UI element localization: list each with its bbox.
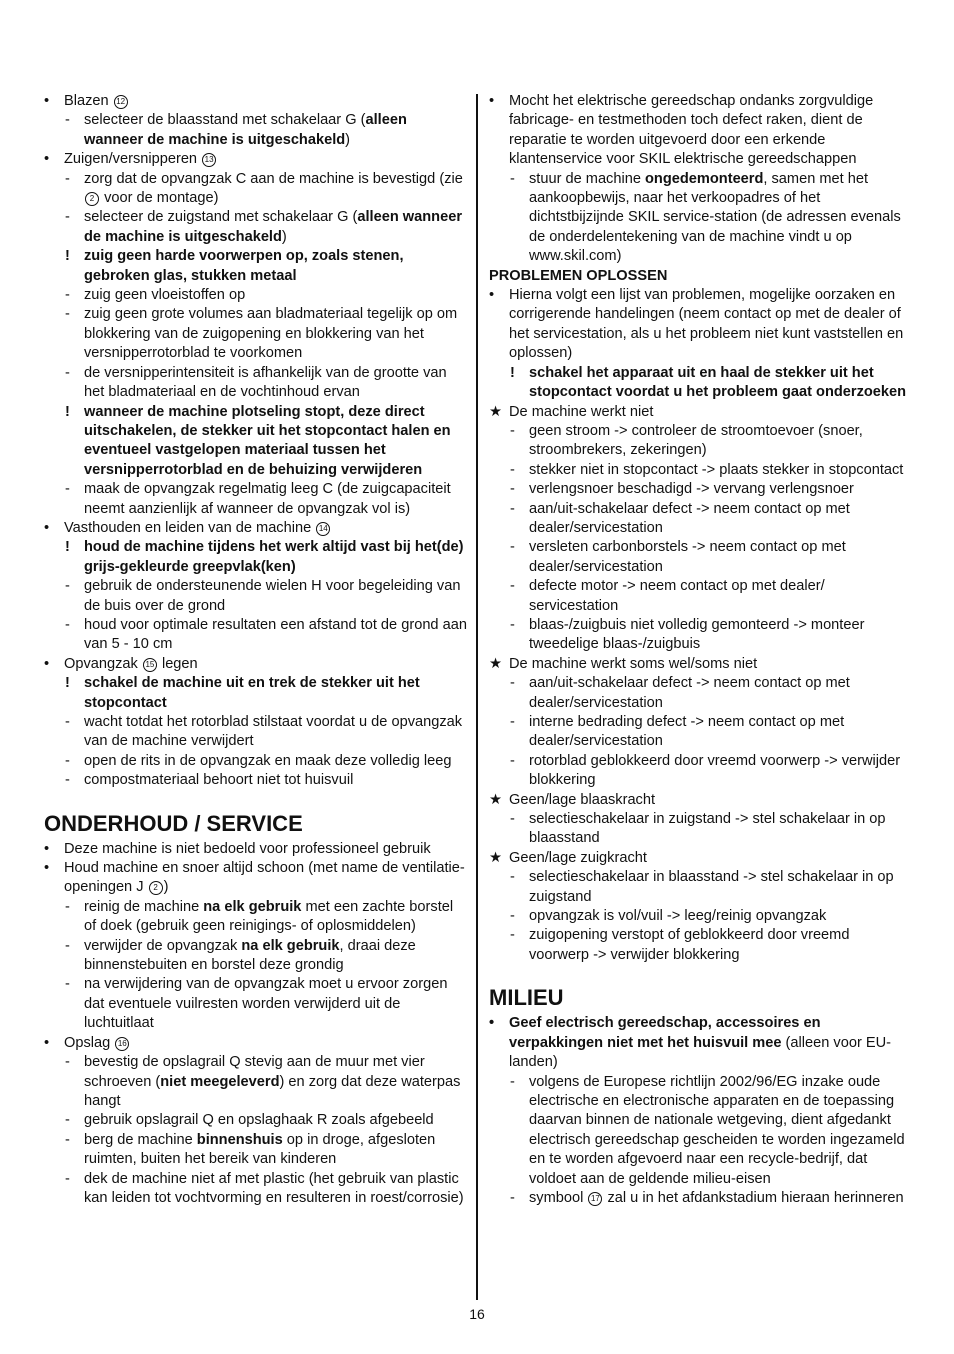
warning-item [44, 674, 468, 713]
warning-item [489, 364, 913, 403]
item-text: Houd machine en snoer altijd schoon (met name de ventilatie-openingen J [64, 860, 465, 896]
list-item [489, 1014, 913, 1072]
page-number: 16 [469, 1306, 485, 1322]
dash-marker: - [65, 976, 70, 993]
figure-reference: 16 [115, 1037, 129, 1051]
problem-solutions-list [489, 810, 913, 849]
dash-marker: - [510, 869, 515, 886]
item-text: , draai deze binnenstebuiten en borstel deze grondig [84, 937, 416, 974]
bullet-marker: • [44, 860, 50, 877]
dash-marker: - [65, 170, 70, 187]
item-text: wacht totdat het rotorblad stilstaat voordat u de opvangzak van de machine verwijdert [84, 714, 463, 750]
list-subitem [44, 937, 468, 976]
dash-marker: - [65, 306, 70, 323]
warning-marker: ! [510, 364, 515, 381]
item-text-bold: alleen wanneer de machine is uitgeschakeld [84, 112, 407, 148]
dash-marker: - [65, 898, 70, 915]
item-text-bold: niet meegeleverd [160, 1073, 280, 1090]
dash-marker: - [510, 675, 515, 692]
right-column [489, 92, 913, 1208]
list-subitem [44, 713, 468, 752]
dash-marker: - [65, 752, 70, 769]
dash-marker: - [510, 927, 515, 944]
dash-marker: - [65, 112, 70, 129]
solution-text: aan/uit-schakelaar defect -> neem contact op met dealer/servicestation [529, 500, 850, 536]
warning-marker: ! [65, 403, 70, 420]
problem-title [489, 849, 913, 868]
warning-text: schakel het apparaat uit en haal de stekker uit het stopcontact voordat u het probleem gaat onderzoeken [529, 364, 907, 401]
list-item-vasthouden [44, 519, 468, 538]
dash-marker: - [510, 481, 515, 498]
dash-marker: - [510, 1189, 515, 1206]
list-subitem [44, 577, 468, 616]
solution-text: interne bedrading defect -> neem contact op met dealer/servicestation [529, 714, 845, 750]
list-subitem [44, 771, 468, 790]
item-text: op in droge, afgesloten ruimten, buiten het bereik van kinderen [84, 1131, 436, 1168]
figure-reference: 13 [202, 153, 216, 167]
warning-text: houd de machine tijdens het werk altijd vast bij het(de) grijs-gekleurde greepvlak(ken) [84, 539, 464, 575]
list-subitem [44, 1111, 468, 1130]
item-text: reinig de machine [84, 898, 204, 915]
warning-text: wanneer de machine plotseling stopt, deze direct uitschakelen, de stekker uit het stopcontact halen en eventueel vastgelopen materiaal tussen het versnipperrotorblad en de behuizing verwijderen [84, 403, 451, 478]
dash-marker: - [510, 811, 515, 828]
star-icon: ★ [489, 403, 503, 420]
solution-text: aan/uit-schakelaar defect -> neem contact op met dealer/servicestation [529, 675, 850, 711]
list-subitem [44, 364, 468, 403]
list-item-blazen [44, 92, 468, 111]
warning-marker: ! [65, 248, 70, 265]
list-item [44, 840, 468, 859]
dash-marker: - [510, 500, 515, 517]
item-text: Hierna volgt een lijst van problemen, mogelijke oorzaken en corrigerende handelingen (neem contact op met de dealer of het servicestation, als u het probleem niet kunt vaststellen en oplossen) [509, 287, 904, 362]
dash-marker: - [510, 752, 515, 769]
item-text: selecteer de zuigstand met schakelaar G ( [84, 209, 358, 226]
problem-solutions-list [489, 422, 913, 655]
item-text: ) [281, 228, 287, 245]
item-text: , samen met het aankoopbewijs, naar het verkoopadres of het dichtstbijzijnde SKIL service-station (de adressen evenals de onderdelentekening van de machine vindt u op www.skil.com) [529, 170, 901, 265]
problem-title [489, 403, 913, 422]
bullet-marker: • [44, 655, 50, 672]
list-subitem [44, 170, 468, 209]
list-item-zuigen [44, 150, 468, 169]
list-subitem [489, 170, 913, 267]
item-text: volgens de Europese richtlijn 2002/96/EG inzake oude electrische en electronische apparaten en de toepassing daarvan binnen de nationale wetgeving, dient afgedankt electrisch gereedschap gescheiden te worden ingezameld en te worden afgevoerd naar een recycle-bedrijf, dat voldoet aan de geldende milieu-eisen [529, 1073, 905, 1187]
warning-text: zuig geen harde voorwerpen op, zoals stenen, gebroken glas, stukken metaal [84, 248, 404, 284]
solution-text: selectieschakelaar in blaasstand -> stel schakelaar in op zuigstand [529, 869, 894, 905]
problem-solutions-list [489, 674, 913, 790]
item-label: Blazen [64, 93, 109, 109]
star-icon: ★ [489, 791, 503, 808]
item-text: gebruik opslagrail Q en opslaghaak R zoals afgebeeld [84, 1112, 434, 1129]
bullet-marker: • [44, 93, 50, 109]
solution-item [489, 422, 913, 461]
solution-text: geen stroom -> controleer de stroomtoevoer (snoer, stroombrekers, zekeringen) [529, 422, 863, 459]
dash-marker: - [510, 616, 515, 633]
section-subheading-problemen: PROBLEMEN OPLOSSEN [489, 267, 668, 284]
item-text: de versnipperintensiteit is afhankelijk van de grootte van het bladmateriaal en de vochtinhoud ervan [84, 364, 447, 401]
dash-marker: - [510, 539, 515, 556]
solution-item [489, 538, 913, 577]
section-heading-onderhoud: ONDERHOUD / SERVICE [44, 810, 303, 836]
dash-marker: - [510, 422, 515, 439]
bullet-marker: • [44, 1034, 50, 1051]
figure-reference: 15 [143, 658, 157, 672]
item-label: Opvangzak [64, 655, 138, 672]
item-text: compostmateriaal behoort niet tot huisvuil [84, 772, 354, 789]
warning-item [44, 538, 468, 577]
dash-marker: - [65, 1170, 70, 1187]
list-item [44, 859, 468, 898]
item-text: zuig geen vloeistoffen op [84, 287, 246, 304]
star-icon: ★ [489, 849, 503, 866]
solution-text: defecte motor -> neem contact op met dealer/ servicestation [529, 578, 825, 614]
dash-marker: - [65, 616, 70, 633]
item-text: ) [163, 879, 169, 896]
solution-item [489, 907, 913, 926]
item-text: (alleen voor EU-landen) [509, 1034, 891, 1071]
list-item-opslag [44, 1034, 468, 1053]
solution-item [489, 926, 913, 965]
solution-item [489, 500, 913, 539]
item-text: na verwijdering van de opvangzak moet u ervoor zorgen dat eventuele vuilresten worden verwijderd uit de luchtuitlaat [84, 976, 448, 1032]
item-label: Vasthouden en leiden van de machine [64, 519, 312, 536]
bullet-marker: • [44, 840, 50, 857]
bullet-marker: • [44, 519, 50, 536]
dash-marker: - [65, 772, 70, 789]
item-label: Opslag [64, 1034, 111, 1051]
problem-title-text: De machine werkt niet [509, 403, 654, 420]
item-text: ) en zorg dat deze waterpas hangt [84, 1073, 461, 1109]
left-column [44, 92, 468, 1208]
item-text: berg de machine [84, 1131, 197, 1148]
list-subitem [44, 1131, 468, 1170]
dash-marker: - [510, 461, 515, 478]
list-subitem [44, 898, 468, 937]
solution-text: selectieschakelaar in zuigstand -> stel schakelaar in op blaasstand [529, 811, 886, 847]
solution-item [489, 810, 913, 849]
solution-item [489, 461, 913, 480]
dash-marker: - [65, 481, 70, 498]
item-text-bold: Geef electrisch gereedschap, accessoires en verpakkingen niet met het huisvuil mee [509, 1015, 821, 1051]
dash-marker: - [65, 937, 70, 954]
item-text-bold: na elk gebruik [241, 937, 340, 954]
warning-item [44, 247, 468, 286]
solution-item [489, 577, 913, 616]
dash-marker: - [65, 1112, 70, 1129]
list-subitem [44, 1170, 468, 1209]
list-subitem [44, 1053, 468, 1111]
problem-title-text: De machine werkt soms wel/soms niet [509, 655, 758, 672]
dash-marker: - [510, 170, 515, 187]
bullet-marker: • [44, 151, 50, 168]
dash-marker: - [510, 908, 515, 925]
list-subitem [44, 480, 468, 519]
warning-marker: ! [65, 675, 70, 692]
list-item [489, 286, 913, 364]
dash-marker: - [65, 1131, 70, 1148]
item-text: Deze machine is niet bedoeld voor professioneel gebruik [64, 840, 431, 857]
item-text: voor de montage) [104, 190, 219, 207]
item-text: stuur de machine [529, 170, 646, 187]
list-subitem [44, 111, 468, 150]
solution-text: zuigopening verstopt of geblokkeerd door vreemd voorwerp -> verwijder blokkering [529, 927, 850, 963]
warning-marker: ! [65, 539, 70, 556]
problem-title [489, 791, 913, 810]
item-text: symbool [529, 1189, 584, 1206]
solution-text: verlengsnoer beschadigd -> vervang verlengsnoer [529, 481, 854, 498]
item-text-bold: binnenshuis [196, 1131, 283, 1148]
solution-text: rotorblad geblokkeerd door vreemd voorwerp -> verwijder blokkering [529, 752, 901, 789]
list-subitem [44, 208, 468, 247]
list-subitem [44, 286, 468, 305]
problem-solutions-list [489, 868, 913, 965]
item-text-bold: na elk gebruik [203, 898, 302, 915]
figure-reference: 12 [114, 95, 128, 109]
item-text: zorg dat de opvangzak C aan de machine is bevestigd (zie [84, 170, 463, 187]
solution-text: stekker niet in stopcontact -> plaats stekker in stopcontact [529, 461, 904, 478]
list-subitem [44, 616, 468, 655]
item-text: houd voor optimale resultaten een afstand tot de grond aan van 5 - 10 cm [84, 616, 467, 653]
warning-item [44, 403, 468, 481]
solution-item [489, 752, 913, 791]
warning-text: schakel de machine uit en trek de stekker uit het stopcontact [84, 675, 420, 711]
item-text: open de rits in de opvangzak en maak deze volledig leeg [84, 752, 452, 769]
item-text: gebruik de ondersteunende wielen H voor begeleiding van de buis over de grond [84, 578, 461, 614]
bullet-marker: • [489, 1015, 495, 1032]
dash-marker: - [510, 1073, 515, 1090]
figure-reference: 2 [85, 192, 99, 206]
dash-marker: - [65, 1054, 70, 1071]
item-text: zuig geen grote volumes aan bladmateriaal tegelijk op om blokkering van de zuigopening en blokkering van het versnipperrotorblad te voorkomen [84, 306, 458, 362]
list-subitem [44, 305, 468, 363]
solution-item [489, 616, 913, 655]
list-subitem [489, 1073, 913, 1189]
list-item-opvangzak [44, 655, 468, 674]
dash-marker: - [510, 578, 515, 595]
figure-reference: 2 [149, 881, 163, 895]
item-text: maak de opvangzak regelmatig leeg C (de zuigcapaciteit neemt aanzienlijk af wanneer de opvangzak vol is) [84, 481, 451, 517]
solution-item [489, 674, 913, 713]
problem-title [489, 655, 913, 674]
item-text-bold: ongedemonteerd [645, 170, 764, 187]
solution-item [489, 480, 913, 499]
item-label: legen [161, 655, 198, 672]
list-subitem [44, 752, 468, 771]
problem-title-text: Geen/lage zuigkracht [509, 849, 647, 866]
list-item [489, 92, 913, 170]
figure-reference: 14 [316, 522, 330, 536]
dash-marker: - [65, 714, 70, 730]
item-text: bevestig de opslagrail Q stevig aan de muur met vier schroeven ( [84, 1054, 425, 1090]
section-heading-milieu: MILIEU [489, 985, 564, 1011]
solution-item [489, 713, 913, 752]
list-subitem [44, 975, 468, 1033]
item-label: Zuigen/versnipperen [64, 151, 198, 168]
solution-item [489, 868, 913, 907]
solution-text: opvangzak is vol/vuil -> leeg/reinig opvangzak [529, 908, 827, 925]
solution-text: blaas-/zuigbuis niet volledig gemonteerd -> monteer tweedelige blaas-/zuigbuis [529, 616, 865, 653]
item-text: selecteer de blaasstand met schakelaar G ( [84, 112, 366, 129]
bullet-marker: • [489, 287, 495, 304]
item-text: zal u in het afdankstadium hieraan herinneren [607, 1189, 904, 1206]
figure-reference: 17 [588, 1192, 602, 1206]
list-subitem [489, 1189, 913, 1208]
dash-marker: - [65, 364, 70, 381]
solution-text: versleten carbonborstels -> neem contact op met dealer/servicestation [529, 539, 846, 575]
dash-marker: - [65, 209, 70, 226]
dash-marker: - [65, 287, 70, 304]
star-icon: ★ [489, 655, 503, 672]
problem-title-text: Geen/lage blaaskracht [509, 791, 656, 808]
dash-marker: - [510, 714, 515, 730]
dash-marker: - [65, 578, 70, 595]
bullet-marker: • [489, 93, 495, 109]
item-text: dek de machine niet af met plastic (het gebruik van plastic kan leiden tot vochtvorming en resulteren in roest/corrosie) [84, 1170, 464, 1206]
item-text: verwijder de opvangzak [84, 937, 242, 954]
column-divider [476, 94, 478, 1300]
item-text: ) [345, 131, 351, 148]
item-text: Mocht het elektrische gereedschap ondanks zorgvuldige fabricage- en testmethoden toch defect raken, dient de reparatie te worden uitgevoerd door een erkende klantenservice voor SKIL elektrische gereedschappen [509, 93, 874, 168]
item-text: met een zachte borstel of doek (gebruik geen reinigings- of oplosmiddelen) [84, 898, 454, 935]
item-text-bold: alleen wanneer de machine is uitgeschakeld [84, 209, 463, 245]
